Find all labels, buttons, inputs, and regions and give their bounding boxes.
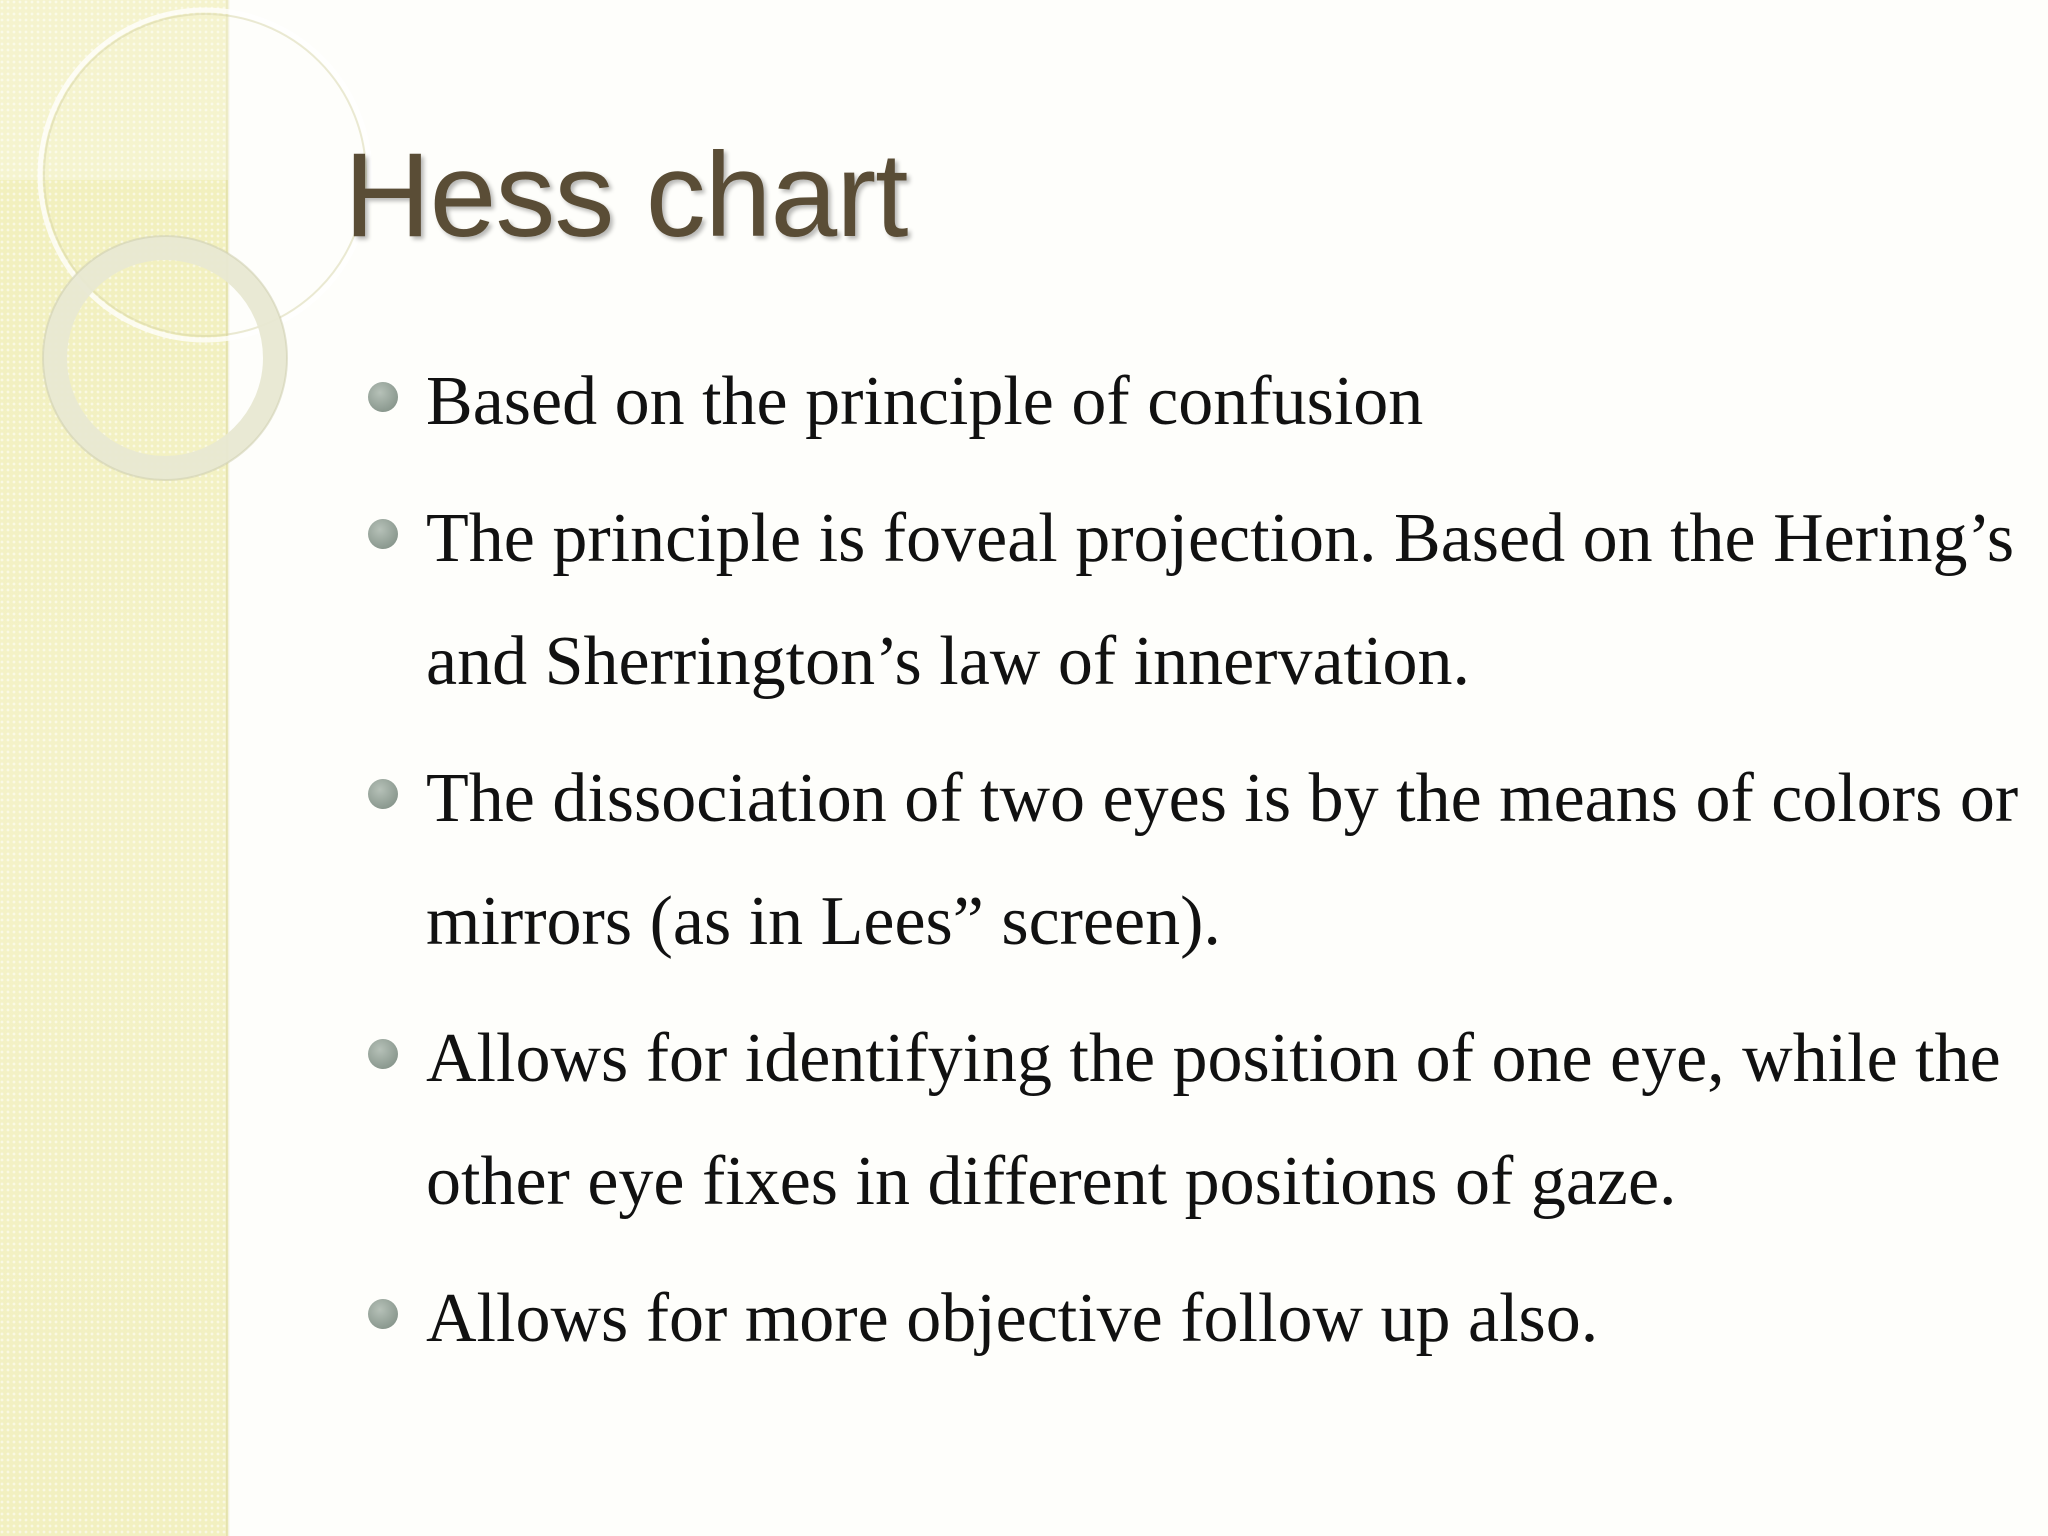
bullet-dot-icon xyxy=(368,1299,398,1329)
bullet-item xyxy=(368,477,2028,723)
bullet-text: The principle is foveal projection. Based on the Hering’s and Sherrington’s law of innervation. xyxy=(426,500,2015,700)
bullet-dot-icon xyxy=(368,779,398,809)
bullet-text: The dissociation of two eyes is by the means of colors or mirrors (as in Lees” screen). xyxy=(426,760,2019,960)
decorative-panel xyxy=(0,0,228,180)
bullet-text: Allows for more objective follow up also. xyxy=(426,1280,1599,1357)
bullet-item xyxy=(368,997,2028,1243)
bullet-dot-icon xyxy=(368,1039,398,1069)
bullet-item xyxy=(368,340,2028,463)
bullet-text: Allows for identifying the position of one eye, while the other eye fixes in different positions of gaze. xyxy=(426,1020,2001,1220)
bullet-item xyxy=(368,1257,2028,1380)
bullet-dot-icon xyxy=(368,519,398,549)
bullet-text: Based on the principle of confusion xyxy=(426,363,1424,440)
bullet-list xyxy=(368,340,2028,1394)
slide-title: Hess chart xyxy=(344,128,908,262)
bullet-item xyxy=(368,737,2028,983)
bullet-dot-icon xyxy=(368,382,398,412)
decorative-circles xyxy=(0,0,360,520)
decorative-thick-ring xyxy=(55,248,275,468)
